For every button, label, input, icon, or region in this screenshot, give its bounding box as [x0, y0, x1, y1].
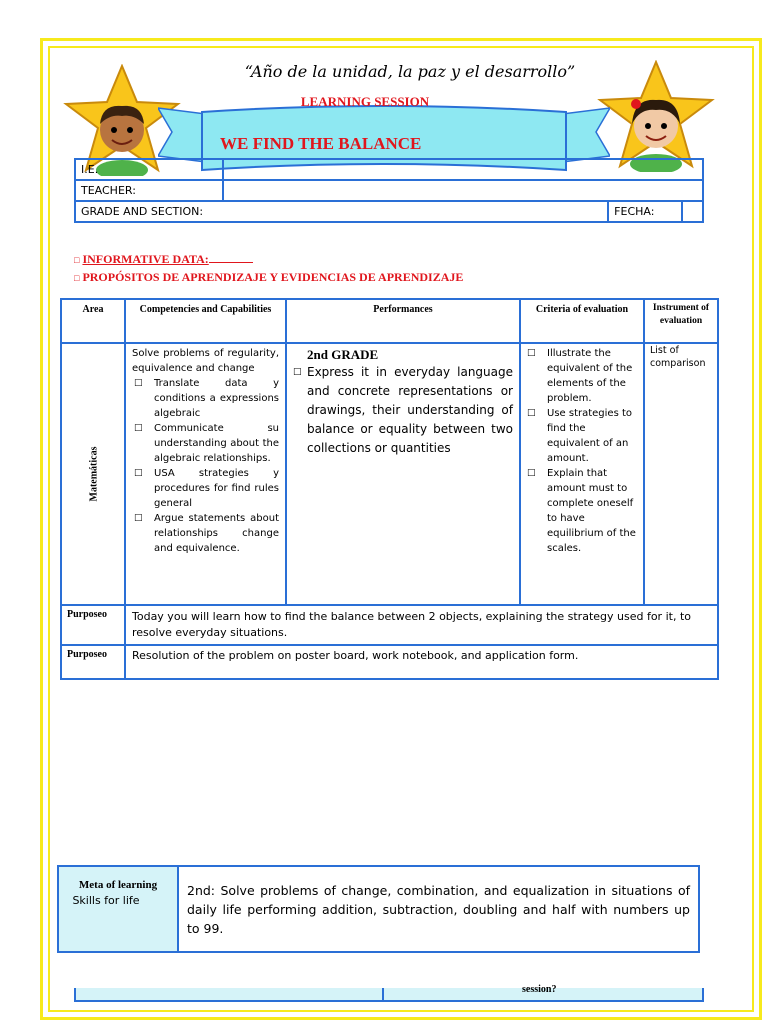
- informative-bullet-icon: □: [74, 255, 80, 265]
- teacher-label: TEACHER:: [75, 180, 223, 201]
- header-instrument: Instrument of evaluation: [644, 299, 718, 343]
- performance-grade: 2nd GRADE: [307, 347, 379, 362]
- purpose-text: Today you will learn how to find the balance between 2 objects, explaining the strategy used for it, to resolve everyday situations.: [125, 605, 718, 645]
- performance-text-block: [293, 363, 513, 458]
- performance-bullet-icon: □: [293, 367, 302, 377]
- bottom-divider: [382, 988, 384, 1000]
- teacher-value-cell: [223, 180, 703, 201]
- ie-value-cell: [223, 159, 703, 180]
- fecha-value-cell: [682, 201, 703, 222]
- fecha-label: FECHA:: [608, 201, 682, 222]
- criteria-item: □ Illustrate the equivalent of the elements of the problem.: [525, 346, 639, 406]
- motto-text: “Año de la unidad, la paz y el desarrollo”: [244, 62, 576, 81]
- capability-item: □ Argue statements about relationships change and equivalence.: [132, 511, 279, 556]
- header-performances: Performances: [286, 299, 520, 343]
- meta-label-cell: [58, 866, 178, 952]
- page-title: WE FIND THE BALANCE: [220, 134, 422, 153]
- bottom-partial-table: [74, 984, 704, 1002]
- criteria-item: □ Explain that amount must to complete oneself to have equilibrium of the scales.: [525, 466, 639, 556]
- instrument-cell: List of comparison: [644, 343, 718, 605]
- meta-label-bold: Meta of learning: [78, 879, 158, 891]
- propositos-bullet-icon: □: [74, 273, 80, 283]
- meta-learning-table: [57, 865, 700, 953]
- header-info-table: [74, 158, 704, 223]
- capabilities-list: [132, 376, 279, 556]
- header-competencies: Competencies and Capabilities: [125, 299, 286, 343]
- criteria-item: □ Use strategies to find the equivalent of an amount.: [525, 406, 639, 466]
- header-area: Area: [61, 299, 125, 343]
- competency-intro: Solve problems of regularity, equivalence and change: [132, 348, 279, 374]
- capability-item: □ Translate data y conditions a expressions algebraic: [132, 376, 279, 421]
- session-label: LEARNING SESSION: [300, 94, 430, 109]
- informative-heading: □ INFORMATIVE DATA:: [74, 252, 253, 267]
- purpose-label: Purposeo: [61, 645, 125, 679]
- meta-text: 2nd: Solve problems of change, combination, and equalization in situations of daily life performing addition, subtraction, doubling and half with numbers up to 99.: [178, 866, 699, 952]
- competencies-cell: [125, 343, 286, 605]
- area-label: Matemáticas: [88, 446, 100, 502]
- grade-section-label: GRADE AND SECTION:: [75, 201, 608, 222]
- purpose-text: Resolution of the problem on poster board, work notebook, and application form.: [125, 645, 718, 679]
- bottom-session-text: session?: [522, 984, 557, 995]
- performances-cell: [286, 343, 520, 605]
- learning-purposes-table: [60, 298, 719, 680]
- meta-label-plain: Skills for life: [72, 894, 140, 907]
- capability-item: □ USA strategies y procedures for find rules general: [132, 466, 279, 511]
- criteria-cell: [520, 343, 644, 605]
- area-cell: [61, 343, 125, 605]
- header-criteria: Criteria of evaluation: [520, 299, 644, 343]
- performance-text: Express it in everyday language and concrete representations or drawings, their understanding of balance or equality between two collections or quantities: [307, 365, 513, 455]
- criteria-list: [525, 346, 639, 556]
- purpose-label: Purposeo: [61, 605, 125, 645]
- propositos-heading: □ PROPÓSITOS DE APRENDIZAJE Y EVIDENCIAS DE APRENDIZAJE: [74, 270, 464, 284]
- ie-label: I.E.: [75, 159, 223, 180]
- capability-item: □ Communicate su understanding about the algebraic relationships.: [132, 421, 279, 466]
